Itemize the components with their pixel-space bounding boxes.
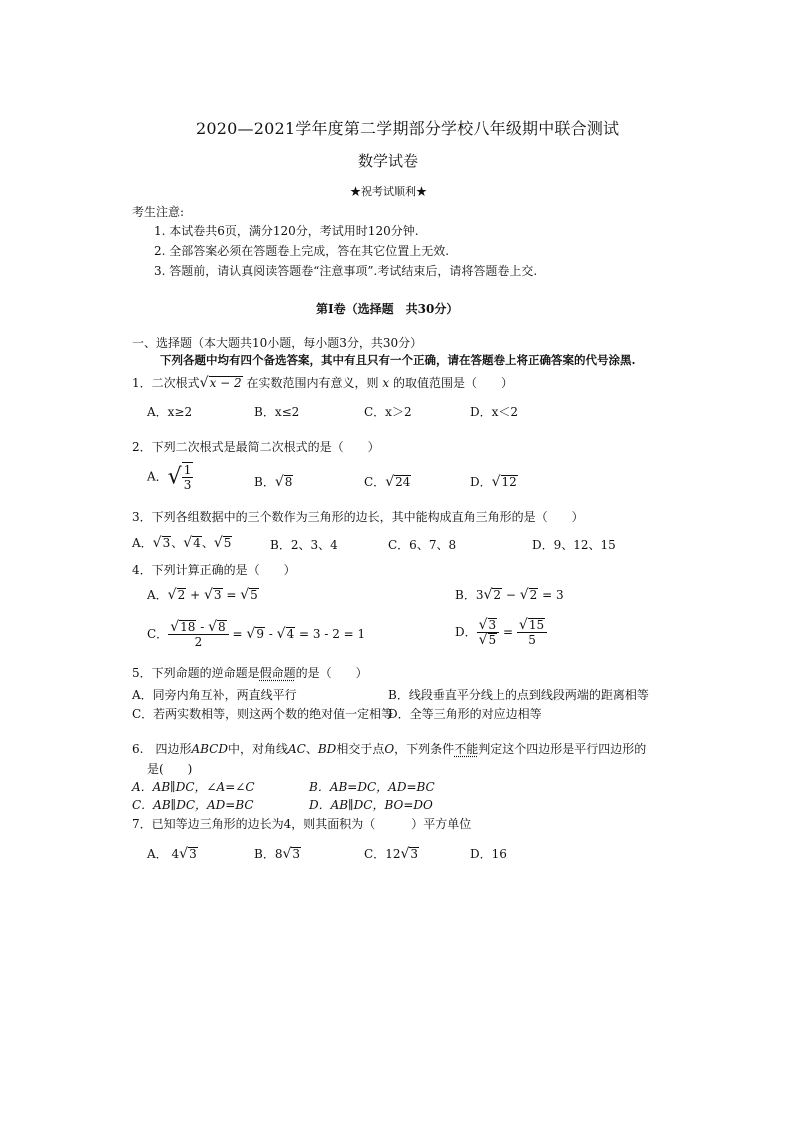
text-fragment: 3: [475, 588, 484, 602]
text-fragment: 相交于点: [336, 742, 385, 756]
radical-icon: √: [183, 535, 193, 551]
text-fragment: 3: [189, 847, 197, 861]
q1-option-d: D．x＜2: [470, 405, 519, 419]
text-fragment: [517, 618, 547, 633]
radical-icon: √: [203, 587, 213, 603]
text-fragment: 2: [194, 635, 203, 649]
text-fragment: A．: [132, 536, 153, 550]
text-fragment: A．: [147, 588, 168, 602]
text-fragment: 8: [218, 620, 226, 634]
text-fragment: 4: [193, 536, 201, 550]
text-fragment: B．: [455, 588, 476, 602]
q4-option-a: [147, 586, 259, 603]
radical-icon: √: [400, 846, 410, 862]
exam-title: 2020—2021学年度第二学期部分学校八年级期中联合测试: [196, 119, 620, 138]
q6-option-b: B．AB=DC，AD=BC: [309, 780, 435, 794]
text-fragment: 12: [385, 847, 401, 861]
text-fragment: 24: [395, 475, 411, 489]
q4-option-c: C． $\frac{√18 - √8}{2}$ = √9 - √4 = 3 - 2 = 1: [147, 619, 366, 649]
text-fragment: 5: [250, 588, 258, 602]
radical-icon: √: [274, 474, 284, 490]
text-fragment: +: [190, 588, 201, 602]
note-item: 2. 全部答案必须在答题卷上完成，答在其它位置上无效.: [154, 244, 450, 258]
text-fragment: 5: [488, 633, 497, 647]
text-fragment: 5: [223, 536, 232, 550]
text-fragment: 18: [180, 620, 196, 634]
text-fragment: 8: [284, 475, 293, 489]
text-fragment: 、: [171, 536, 184, 550]
text-fragment: =: [232, 627, 243, 641]
radical-icon: √: [208, 619, 218, 635]
text-fragment: = 3 - 2 = 1: [299, 627, 366, 641]
text-fragment: 3: [488, 618, 497, 632]
q3-option-a: [132, 534, 232, 551]
radical-icon: √: [213, 535, 223, 551]
text-fragment: BD: [317, 742, 337, 756]
q2-option-b: [254, 473, 293, 490]
text-fragment: 3: [292, 847, 301, 861]
text-fragment: 3: [410, 847, 419, 861]
q7-stem: 7．已知等边三角形的边长为4，则其面积为（ ）平方单位: [132, 817, 472, 831]
question-5: [132, 664, 368, 681]
text-fragment: [477, 618, 500, 647]
q2-a-label: A．: [147, 469, 168, 484]
q6-option-d: D．AB∥DC，BO=DO: [309, 798, 433, 812]
q1-radicand: x − 2: [209, 376, 242, 390]
q1-option-a: A．x≥2: [147, 405, 193, 419]
text-fragment: O: [384, 742, 395, 756]
note-item: 3. 答题前，请认真阅读答题卷“注意事项”.考试结束后，请将答题卷上交.: [154, 264, 538, 278]
q2-d-label: D．: [470, 475, 492, 489]
text-fragment: 6. 四边形: [132, 742, 192, 756]
q1-post2: 的取值范围是（ ）: [392, 376, 513, 390]
radical-icon: √: [483, 587, 493, 603]
q7-option-d: D．16: [470, 847, 507, 861]
q1-var: x: [382, 376, 390, 390]
q5-emphasis: 假命题: [259, 666, 296, 680]
radical-icon: √: [167, 464, 182, 490]
q2-a-fraction: [182, 462, 194, 492]
q3-option-c: C．6、7、8: [388, 538, 457, 552]
radical-icon: √: [282, 846, 292, 862]
q7-option-b: [254, 845, 301, 862]
radical-icon: √: [240, 587, 250, 603]
radical-icon: √: [179, 846, 189, 862]
q2-option-a: [147, 462, 193, 492]
text-fragment: [517, 618, 547, 647]
radical-icon: √: [152, 535, 162, 551]
text-fragment: D．: [455, 625, 477, 639]
q5-option-c: C．若两实数相等，则这两个数的绝对值一定相等: [132, 707, 394, 721]
radical-icon: √: [518, 617, 528, 633]
radical-icon: √: [385, 474, 395, 490]
q6-option-a: A．AB∥DC，∠A=∠C: [132, 780, 255, 794]
text-fragment: [168, 620, 228, 649]
q4-stem: 4．下列计算正确的是（ ）: [132, 563, 296, 577]
q5-option-d: D．全等三角形的对应边相等: [388, 707, 542, 721]
text-fragment: =: [503, 625, 514, 639]
text-fragment: C．: [364, 847, 386, 861]
section-title: 一、选择题（本大题共10小题，每小题3分，共30分）: [132, 336, 423, 350]
text-fragment: -: [200, 620, 205, 634]
notes-heading: 考生注意:: [132, 205, 185, 219]
q1-post: 在实数范围内有意义，则: [246, 376, 379, 390]
text-fragment: 4: [171, 847, 180, 861]
text-fragment: 2: [529, 588, 538, 602]
text-fragment: 1: [183, 463, 192, 477]
radical-icon: √: [519, 587, 529, 603]
q2-option-d: [470, 473, 518, 490]
text-fragment: AC: [287, 742, 306, 756]
text-fragment: A．: [147, 847, 168, 861]
text-fragment: 的是（ ）: [295, 666, 368, 680]
radical-icon: √: [491, 474, 501, 490]
text-fragment: 判定这个四边形是平行四边形的: [478, 742, 647, 756]
q3-stem: 3．下列各组数据中的三个数作为三角形的边长，其中能构成直角三角形的是（ ）: [132, 510, 584, 524]
q7-option-c: [364, 845, 419, 862]
radical-icon: √: [276, 626, 286, 642]
text-fragment: 8: [274, 847, 283, 861]
q2-c-label: C．: [364, 475, 386, 489]
text-fragment: −: [505, 588, 516, 602]
text-fragment: 、: [305, 742, 318, 756]
text-fragment: = 3: [542, 588, 564, 602]
q3-option-b: B．2、3、4: [270, 538, 338, 552]
text-fragment: [477, 618, 500, 633]
question-6: [132, 740, 646, 757]
q5-option-a: A．同旁内角互补，两直线平行: [132, 688, 297, 702]
q1-option-c: C．x＞2: [364, 405, 412, 419]
text-fragment: [168, 620, 228, 635]
q1-option-b: B．x≤2: [254, 405, 300, 419]
text-fragment: 4: [286, 627, 295, 641]
text-fragment: ABCD: [191, 742, 228, 756]
q6-emphasis: 不能: [454, 742, 479, 756]
text-fragment: 9: [256, 627, 264, 641]
radical-icon: √: [199, 375, 209, 391]
q2-stem: 2．下列二次根式是最简二次根式的是（ ）: [132, 440, 380, 454]
note-item: 1. 本试卷共6页，满分120分，考试用时120分钟.: [154, 224, 419, 238]
q2-option-c: [364, 473, 411, 490]
q1-pre: 1．二次根式: [132, 376, 200, 390]
question-1: [132, 374, 513, 391]
text-fragment: 中，对角线: [227, 742, 288, 756]
q6-continuation: 是( ): [147, 762, 193, 776]
q7-option-a: [147, 845, 198, 862]
q2-b-label: B．: [254, 475, 275, 489]
text-fragment: 12: [501, 475, 517, 489]
radical-icon: √: [246, 626, 256, 642]
good-luck-note: ★祝考试顺利★: [350, 185, 427, 198]
text-fragment: B．: [254, 847, 275, 861]
text-fragment: 3: [162, 536, 171, 550]
text-fragment: =: [226, 588, 237, 602]
radical-icon: √: [478, 632, 488, 648]
text-fragment: 3: [183, 478, 192, 492]
part1-title: 第Ⅰ卷（选择题 共30分）: [316, 302, 459, 316]
q6-option-c: C．AB∥DC，AD=BC: [132, 798, 254, 812]
text-fragment: [477, 633, 500, 647]
q4-option-b: [455, 586, 564, 603]
radical-icon: √: [167, 587, 177, 603]
text-fragment: 3: [213, 588, 222, 602]
text-fragment: ，下列条件: [394, 742, 455, 756]
radical-icon: √: [170, 619, 180, 635]
text-fragment: C．: [147, 627, 169, 641]
text-fragment: 2: [493, 588, 502, 602]
text-fragment: 5: [528, 633, 536, 647]
text-fragment: 、: [201, 536, 214, 550]
section-instruction: 下列各题中均有四个备选答案，其中有且只有一个正确，请在答题卷上将正确答案的代号涂黑.: [160, 353, 636, 367]
q3-option-d: D．9、12、15: [532, 538, 616, 552]
q4-option-d: [455, 618, 547, 647]
text-fragment: 5．下列命题的逆命题是: [132, 666, 260, 680]
q5-option-b: B．线段垂直平分线上的点到线段两端的距离相等: [388, 688, 649, 702]
text-fragment: 2: [177, 588, 186, 602]
text-fragment: 15: [528, 618, 545, 632]
exam-subtitle: 数学试卷: [358, 152, 419, 170]
radical-icon: √: [478, 617, 488, 633]
